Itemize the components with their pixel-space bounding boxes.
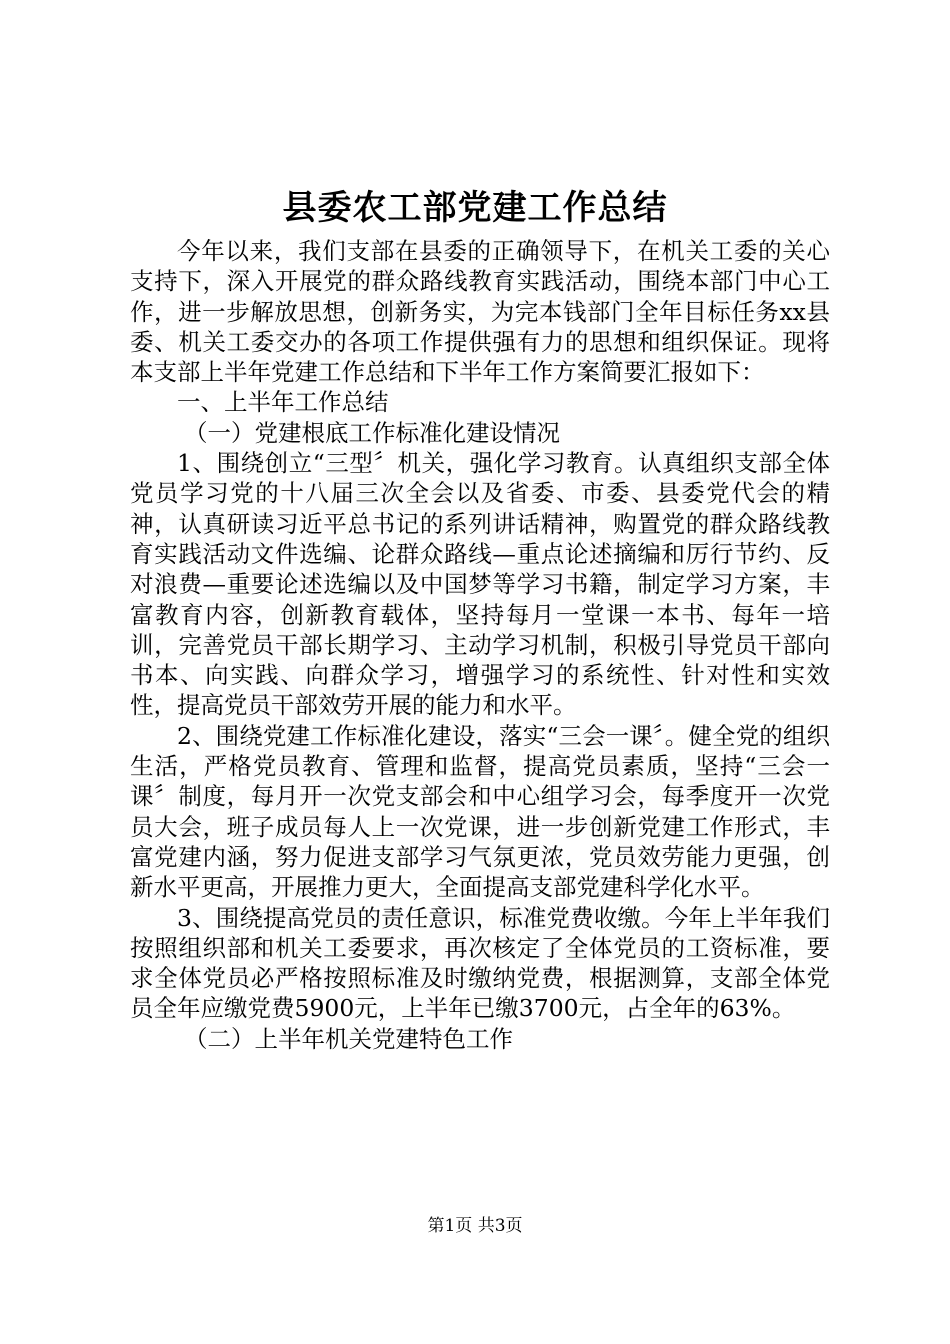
subsection-heading-2: （二）上半年机关党建特色工作 xyxy=(184,1024,514,1053)
section-heading-1: 一、上半年工作总结 xyxy=(177,388,389,417)
item-paragraph-1: 1、围绕创立“三型〞机关，强化学习教育。认真组织支部全体党员学习党的十八届三次全会以及省委、市委、县委党代会的精神，认真研读习近平总书记的系列讲话精神，购置党的群众路线教育实践活动文件选编、论群众路线—重点论述摘编和厉行节约、反对浪费—重要论述选编以及中国梦等学习书籍，制定学习方案，丰富教育内容，创新教育载体，坚持每月一堂课一本书、每年一培训，完善党员干部长期学习、主动学习机制，积极引导党员干部向书本、向实践、向群众学习，增强学习的系统性、针对性和实效性，提高党员干部效劳开展的能力和水平。 xyxy=(130,449,830,720)
subsection-heading-1: （一）党建根底工作标准化建设情况 xyxy=(184,418,561,447)
document-title: 县委农工部党建工作总结 xyxy=(282,188,668,228)
intro-paragraph: 今年以来，我们支部在县委的正确领导下，在机关工委的关心支持下，深入开展党的群众路线教育实践活动，围绕本部门中心工作，进一步解放思想，创新务实，为完本钱部门全年目标任务xx县委、机关工委交办的各项工作提供强有力的思想和组织保证。现将本支部上半年党建工作总结和下半年工作方案简要汇报如下： xyxy=(130,237,830,387)
item-paragraph-2: 2、围绕党建工作标准化建设，落实“三会一课〞。健全党的组织生活，严格党员教育、管理和监督，提高党员素质，坚持“三会一课〞制度，每月开一次党支部会和中心组学习会，每季度开一次党员大会，班子成员每人上一次党课，进一步创新党建工作形式，丰富党建内涵，努力促进支部学习气氛更浓，党员效劳能力更强，创新水平更高，开展推力更大，全面提高支部党建科学化水平。 xyxy=(130,721,830,902)
page-footer: 第1页 共3页 xyxy=(427,1216,523,1236)
item-paragraph-3: 3、围绕提高党员的责任意识，标准党费收缴。今年上半年我们按照组织部和机关工委要求，再次核定了全体党员的工资标准，要求全体党员必严格按照标准及时缴纳党费，根据测算，支部全体党员全年应缴党费5900元，上半年已缴3700元，占全年的63%。 xyxy=(130,903,830,1023)
document-body xyxy=(130,236,830,1054)
